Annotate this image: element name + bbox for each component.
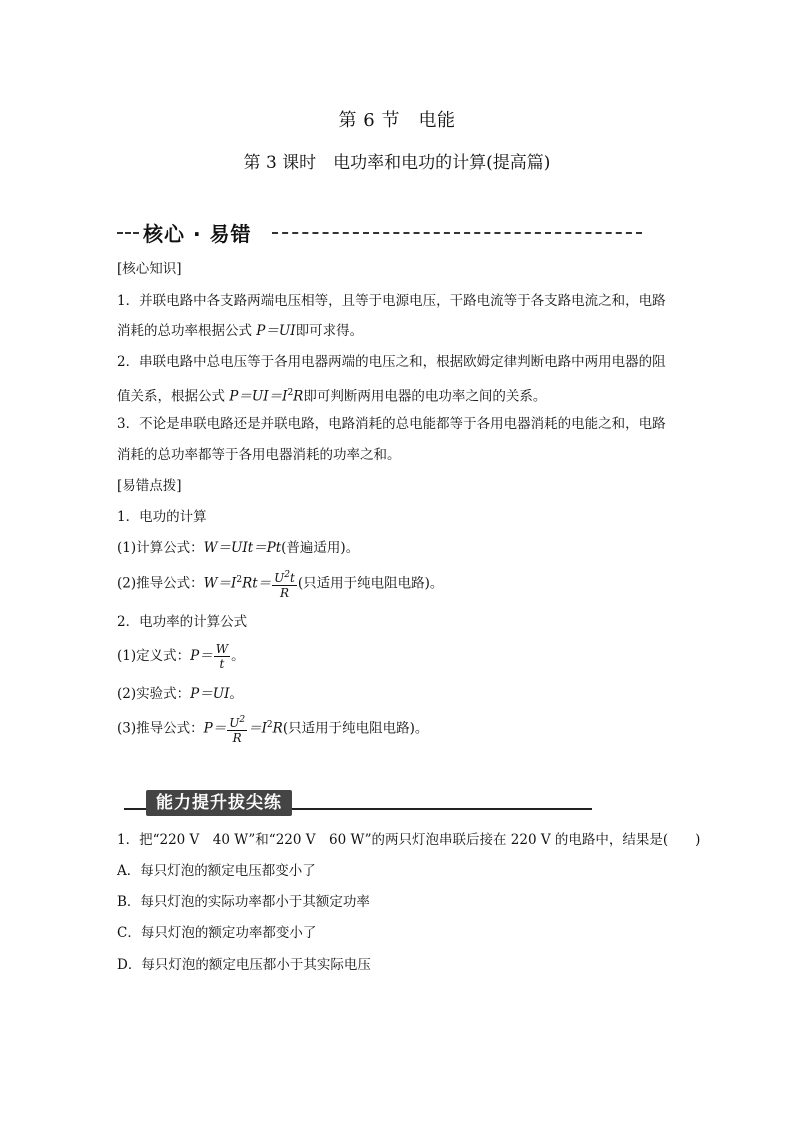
fraction-denominator: R bbox=[232, 731, 242, 745]
pitfall-label: [易错点拨] bbox=[117, 478, 182, 494]
core-point-2-line1: 2．串联电路中总电压等于各用电器两端的电压之和，根据欧姆定律判断电路中两用电器的阻 bbox=[117, 354, 666, 370]
question-1: 1．把“220 V 40 W”和“220 V 60 W”的两只灯泡串联后接在 220 V 的电路中，结果是( ) bbox=[117, 832, 701, 848]
formula: W＝UIt＝Pt bbox=[203, 540, 282, 556]
text-segment: 消耗的总功率根据公式 bbox=[117, 323, 257, 339]
page-subtitle: 第 3 课时 电功率和电功的计算(提高篇) bbox=[243, 153, 551, 173]
text-segment: 。 bbox=[231, 648, 245, 664]
formula: U bbox=[274, 571, 285, 585]
fraction bbox=[227, 713, 247, 745]
superscript: 2 bbox=[284, 570, 291, 580]
text-segment: 即可判断两用电器的电功率之间的关系。 bbox=[303, 388, 547, 405]
work-calc-formula-line bbox=[117, 538, 687, 558]
formula: R bbox=[293, 388, 304, 405]
power-def-line bbox=[117, 642, 687, 671]
formula: ＝I bbox=[248, 720, 267, 737]
work-calc-title: 1．电功的计算 bbox=[117, 509, 207, 525]
fraction-denominator: t bbox=[219, 657, 225, 671]
text-segment: (1)定义式： bbox=[117, 648, 191, 664]
formula: P＝ bbox=[203, 720, 227, 737]
work-derive-formula-line bbox=[117, 568, 687, 600]
superscript: 2 bbox=[236, 575, 243, 585]
text-segment: 。 bbox=[229, 686, 243, 702]
formula: P＝UI bbox=[256, 323, 296, 339]
page-title: 第 6 节 电能 bbox=[338, 110, 456, 131]
superscript: 2 bbox=[287, 388, 294, 398]
core-point-3-line1: 3．不论是串联电路还是并联电路，电路消耗的总电能都等于各用电器消耗的电能之和，电路 bbox=[117, 416, 666, 432]
fraction bbox=[272, 568, 297, 600]
dashed-divider-right bbox=[272, 232, 642, 234]
formula: P＝ bbox=[190, 648, 213, 664]
power-exp-line bbox=[117, 684, 687, 704]
fraction-numerator bbox=[227, 713, 247, 731]
core-knowledge-label: [核心知识] bbox=[117, 261, 182, 277]
formula: W＝I bbox=[203, 575, 237, 592]
core-point-3-line2: 消耗的总功率都等于各用电器消耗的功率之和。 bbox=[117, 447, 401, 463]
formula: P＝UI bbox=[190, 686, 230, 702]
text-segment: (普遍适用)。 bbox=[281, 540, 360, 556]
formula: U bbox=[229, 716, 240, 730]
option-b[interactable]: B．每只灯泡的实际功率都小于其额定功率 bbox=[117, 894, 370, 910]
banner-label: 能力提升拔尖练 bbox=[146, 790, 292, 816]
fraction-denominator: R bbox=[279, 586, 290, 600]
superscript: 2 bbox=[239, 715, 246, 725]
text-segment: (1)计算公式： bbox=[117, 540, 204, 556]
power-derive-line bbox=[117, 713, 687, 745]
formula: Rt＝ bbox=[242, 575, 272, 592]
core-point-1-line1: 1．并联电路中各支路两端电压相等，且等于电源电压，干路电流等于各支路电流之和，电路 bbox=[117, 293, 666, 309]
text-segment: 即可求得。 bbox=[295, 323, 364, 339]
formula: R bbox=[272, 720, 283, 737]
core-point-2-line2 bbox=[117, 383, 687, 407]
formula: t bbox=[290, 571, 295, 585]
formula: P＝UI＝I bbox=[229, 388, 288, 405]
option-a[interactable]: A．每只灯泡的额定电压都变小了 bbox=[117, 863, 316, 879]
text-segment: 值关系，根据公式 bbox=[117, 388, 230, 405]
fraction bbox=[214, 642, 230, 671]
section-heading-label: 核心 · 易错 bbox=[143, 222, 252, 246]
option-c[interactable]: C．每只灯泡的额定功率都变小了 bbox=[117, 925, 317, 941]
section-heading-core bbox=[117, 218, 642, 248]
text-segment: (3)推导公式： bbox=[117, 720, 204, 737]
fraction-numerator bbox=[272, 568, 297, 586]
option-d[interactable]: D．每只灯泡的额定电压都小于其实际电压 bbox=[117, 957, 371, 973]
text-segment: (2)实验式： bbox=[117, 686, 191, 702]
text-segment: (2)推导公式： bbox=[117, 575, 204, 592]
text-segment: (只适用于纯电阻电路)。 bbox=[297, 575, 444, 592]
core-point-1-line2 bbox=[117, 321, 687, 341]
power-calc-title: 2．电功率的计算公式 bbox=[117, 614, 248, 630]
superscript: 2 bbox=[266, 720, 273, 730]
dashed-divider-left bbox=[117, 232, 139, 234]
fraction-numerator: W bbox=[215, 642, 229, 656]
section-banner bbox=[124, 788, 592, 818]
text-segment: (只适用于纯电阻电路)。 bbox=[282, 720, 429, 737]
